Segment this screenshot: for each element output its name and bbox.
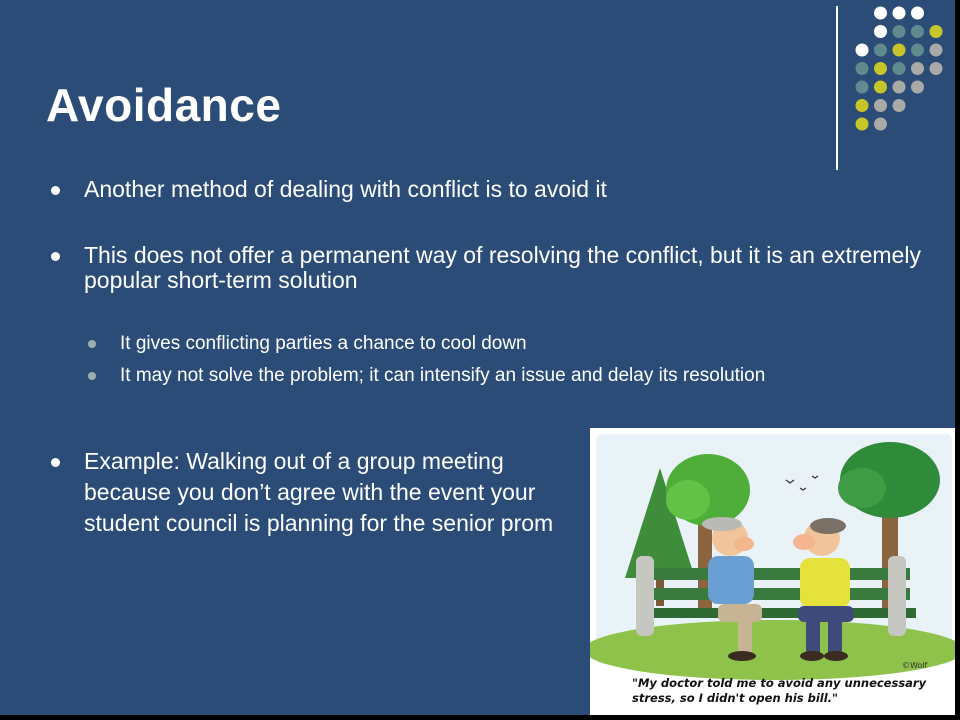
decorative-dot (874, 99, 887, 112)
sub-bullet-item (120, 365, 880, 387)
decorative-dot (856, 81, 869, 94)
decorative-dot (911, 62, 924, 75)
decorative-dot (856, 118, 869, 131)
decorative-dot (856, 62, 869, 75)
bullet-text: Another method of dealing with conflict is to avoid it (84, 176, 607, 202)
bullet-item (84, 177, 924, 202)
bullet-dot-icon (51, 458, 60, 467)
decorative-dot (930, 44, 943, 57)
decorative-vertical-line (836, 6, 838, 170)
decorative-dot (874, 118, 887, 131)
sub-bullet-text: It gives conflicting parties a chance to cool down (120, 333, 527, 354)
bullet-text: Example: Walking out of a group meeting because you don’t agree with the event your student council is planning for the senior prom (84, 448, 554, 536)
bullet-text: This does not offer a permanent way of resolving the conflict, but it is an extremely popular short-term solution (84, 242, 921, 293)
cartoon-caption: "My doctor told me to avoid any unnecessary stress, so I didn't open his bill." (632, 676, 927, 705)
decorative-dot (874, 62, 887, 75)
decorative-dot (911, 25, 924, 38)
bullet-dot-icon (51, 252, 60, 261)
decorative-dot (856, 44, 869, 57)
decorative-dot (911, 7, 924, 20)
decorative-dot (893, 99, 906, 112)
decorative-dot (874, 44, 887, 57)
decorative-dot (893, 62, 906, 75)
cartoon-image (590, 428, 955, 715)
decorative-dot (930, 62, 943, 75)
sub-bullet-item (120, 333, 880, 355)
decorative-dot (893, 81, 906, 94)
sub-bullet-text: It may not solve the problem; it can intensify an issue and delay its resolution (120, 365, 766, 386)
decorative-dot (856, 99, 869, 112)
bullet-item (84, 243, 924, 293)
bullet-dot-icon (51, 186, 60, 195)
decorative-dot (893, 44, 906, 57)
cartoon-signature: ©Wolf (902, 661, 928, 670)
cartoon-illustration (590, 428, 955, 715)
decorative-dot (930, 25, 943, 38)
decorative-dot (893, 25, 906, 38)
decorative-dot (874, 7, 887, 20)
bullet-item-example (84, 446, 584, 539)
decorative-dot (911, 81, 924, 94)
decorative-dot (874, 25, 887, 38)
slide-title: Avoidance (46, 79, 282, 131)
sub-bullet-dot-icon (88, 340, 96, 348)
sub-bullet-dot-icon (88, 372, 96, 380)
decorative-dot (893, 7, 906, 20)
decorative-dot (911, 44, 924, 57)
decorative-dot (874, 81, 887, 94)
